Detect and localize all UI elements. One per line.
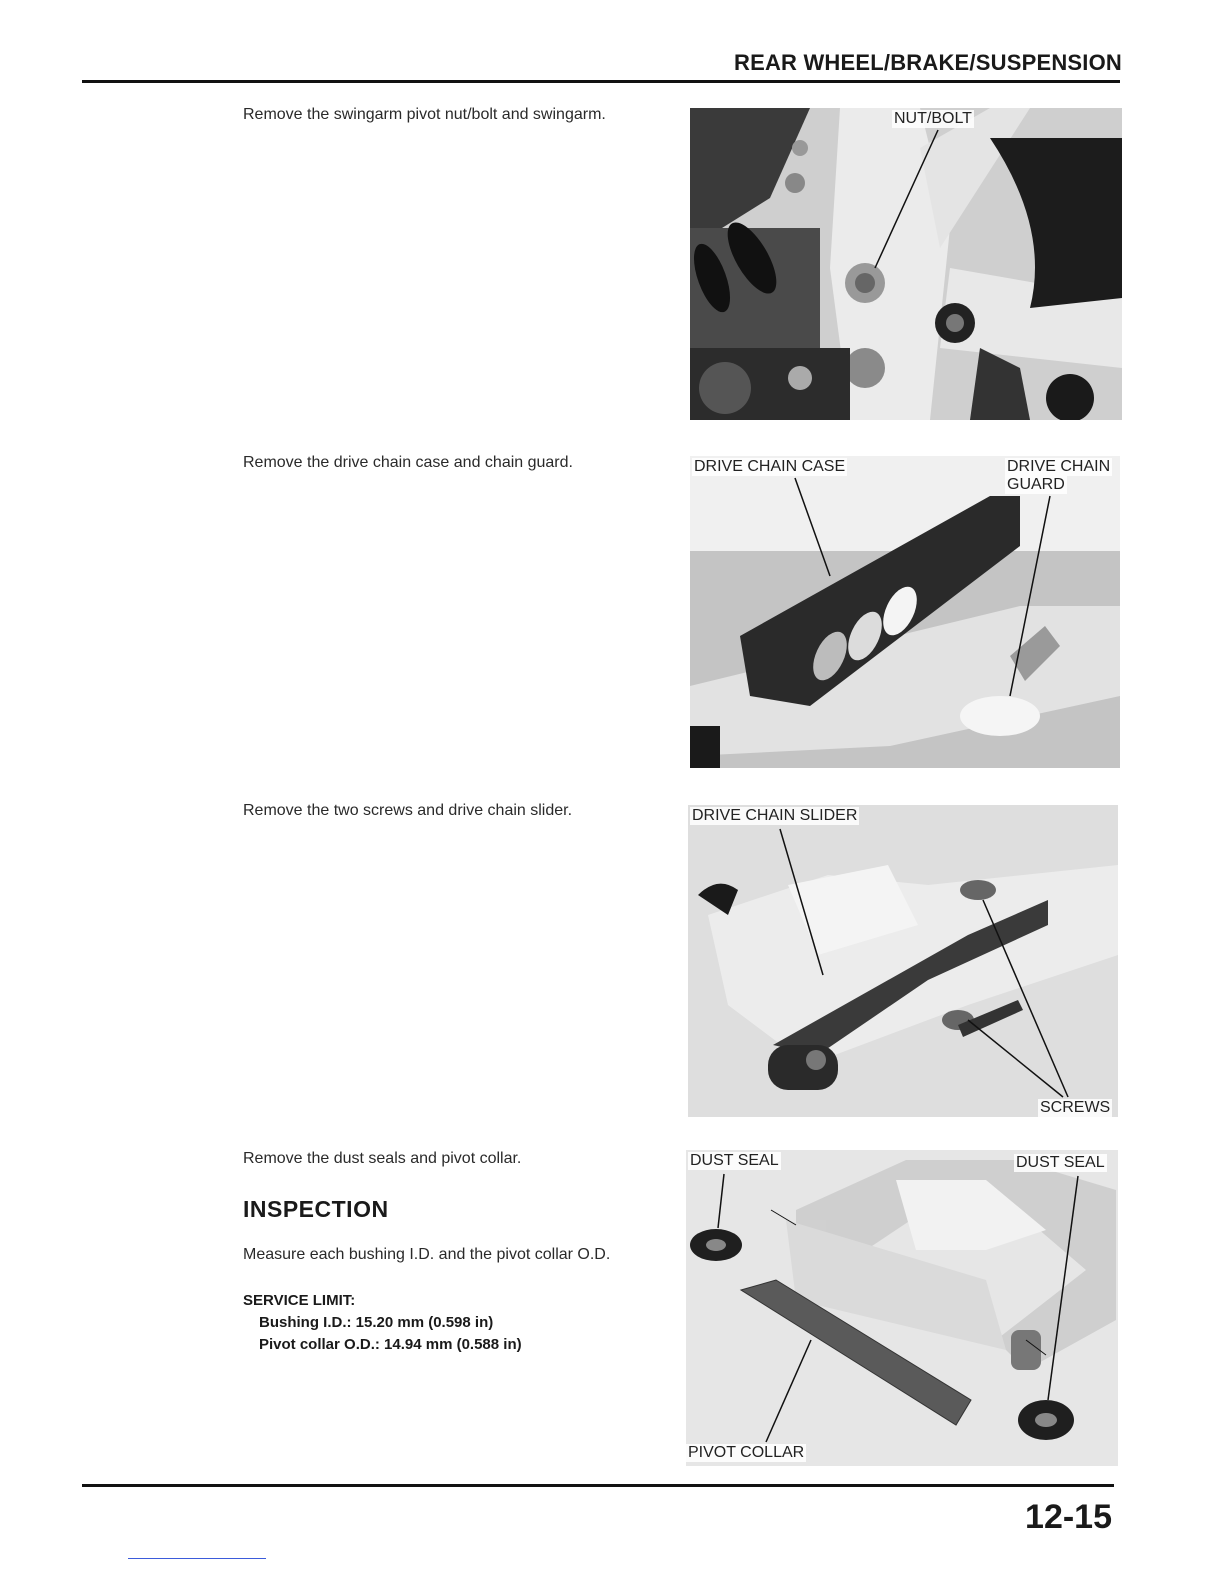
dust-seal-left-label: DUST SEAL (690, 1152, 779, 1169)
drive-chain-case-label: DRIVE CHAIN CASE (694, 458, 846, 475)
section-title: REAR WHEEL/BRAKE/SUSPENSION (734, 50, 1122, 75)
dust-seal-right-label: DUST SEAL (1016, 1154, 1105, 1171)
drive-chain-case-photo (690, 456, 1120, 768)
drive-chain-guard-label-line1: DRIVE CHAIN (1007, 458, 1111, 475)
step-1-text: Remove the swingarm pivot nut/bolt and swingarm. (243, 106, 606, 123)
drive-chain-guard-label-line2: GUARD (1007, 476, 1065, 493)
drive-chain-slider-photo (688, 805, 1118, 1117)
service-limit-title: SERVICE LIMIT: (243, 1292, 356, 1309)
pivot-collar-od-limit: Pivot collar O.D.: 14.94 mm (0.588 in) (259, 1336, 522, 1353)
bushing-id-limit: Bushing I.D.: 15.20 mm (0.598 in) (259, 1314, 494, 1331)
pivot-collar-label: PIVOT COLLAR (688, 1444, 805, 1461)
swingarm-pivot-photo (690, 108, 1122, 420)
inspection-heading: INSPECTION (243, 1196, 389, 1222)
step-2-text: Remove the drive chain case and chain guard. (243, 454, 573, 471)
nut-bolt-label: NUT/BOLT (894, 110, 972, 127)
drive-chain-slider-label: DRIVE CHAIN SLIDER (692, 807, 858, 824)
dust-seal-pivot-collar-photo (686, 1150, 1118, 1466)
page-number: 12-15 (1025, 1498, 1112, 1536)
header-rule (82, 80, 1120, 83)
link-underline (128, 1558, 266, 1559)
footer-rule (82, 1484, 1114, 1487)
step-3-text: Remove the two screws and drive chain slider. (243, 802, 573, 819)
screws-label: SCREWS (1040, 1099, 1111, 1116)
inspection-instruction: Measure each bushing I.D. and the pivot collar O.D. (243, 1246, 611, 1263)
step-4-text: Remove the dust seals and pivot collar. (243, 1150, 522, 1167)
